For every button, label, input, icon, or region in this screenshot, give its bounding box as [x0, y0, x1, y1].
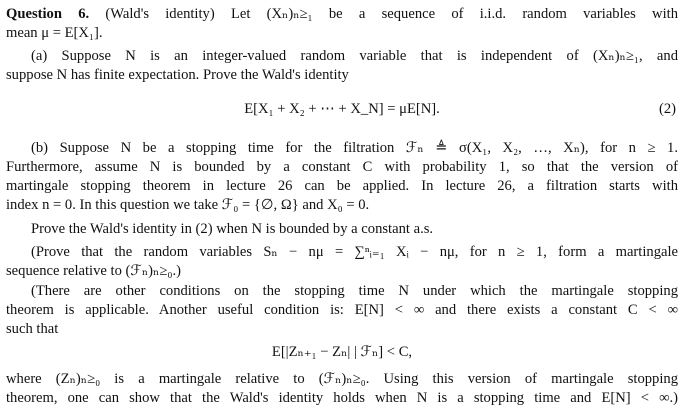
- equation-2-number: (2): [658, 101, 676, 117]
- part-a-line-2: suppose N has finite expectation. Prove the Wald's identity: [6, 67, 349, 83]
- remark-line-1: (There are other conditions on the stopping time N under which the martingale stopping: [31, 283, 678, 299]
- remark-line-5: theorem, one can show that the Wald's identity holds when N is a stopping time and E[N] < ∞.): [6, 390, 678, 406]
- question-intro-line-1: [6, 5, 678, 24]
- question-intro-line-2: mean μ = E[X₁].: [6, 25, 103, 41]
- equation-2: E[X₁ + X₂ + ⋯ + X_N] = μE[N].: [244, 101, 440, 117]
- equation-3: E[|Zₙ₊₁ − Zₙ| | ℱₙ] < C,: [271, 344, 413, 360]
- hint-line-2: sequence relative to (ℱₙ)ₙ≥₀.): [6, 263, 181, 279]
- part-b-line-4: index n = 0. In this question we take ℱ₀ = {∅, Ω} and X₀ = 0.: [6, 197, 370, 213]
- hint-line-1: (Prove that the random variables Sₙ − nμ = ∑ⁿᵢ₌₁ Xᵢ − nμ, for n ≥ 1, form a martingale: [31, 244, 678, 260]
- part-a-line-1: (a) Suppose N is an integer-valued random variable that is independent of (Xₙ)ₙ≥₁, and: [31, 48, 678, 64]
- remark-line-3: such that: [6, 321, 59, 337]
- question-intro-text: (Wald's identity) Let (Xₙ)ₙ≥₁ be a sequence of i.i.d. random variables with: [105, 6, 678, 22]
- part-b-line-2: Furthermore, assume N is bounded by a constant C with probability 1, so that the version of: [6, 159, 678, 175]
- remark-line-2: theorem is applicable. Another useful condition is: E[N] < ∞ and there exists a constant C < ∞: [6, 302, 678, 318]
- part-b-task: Prove the Wald's identity in (2) when N is bounded by a constant a.s.: [31, 221, 434, 237]
- part-b-line-1: (b) Suppose N be a stopping time for the filtration ℱₙ ≜ σ(X₁, X₂, …, Xₙ), for n ≥ 1.: [31, 140, 678, 156]
- remark-line-4: where (Zₙ)ₙ≥₀ is a martingale relative to (ℱₙ)ₙ≥₀. Using this version of martingale stopping: [6, 371, 678, 387]
- question-label: Question 6.: [6, 6, 90, 22]
- part-b-line-3: martingale stopping theorem in lecture 26 can be applied. In lecture 26, a filtration starts with: [6, 178, 678, 194]
